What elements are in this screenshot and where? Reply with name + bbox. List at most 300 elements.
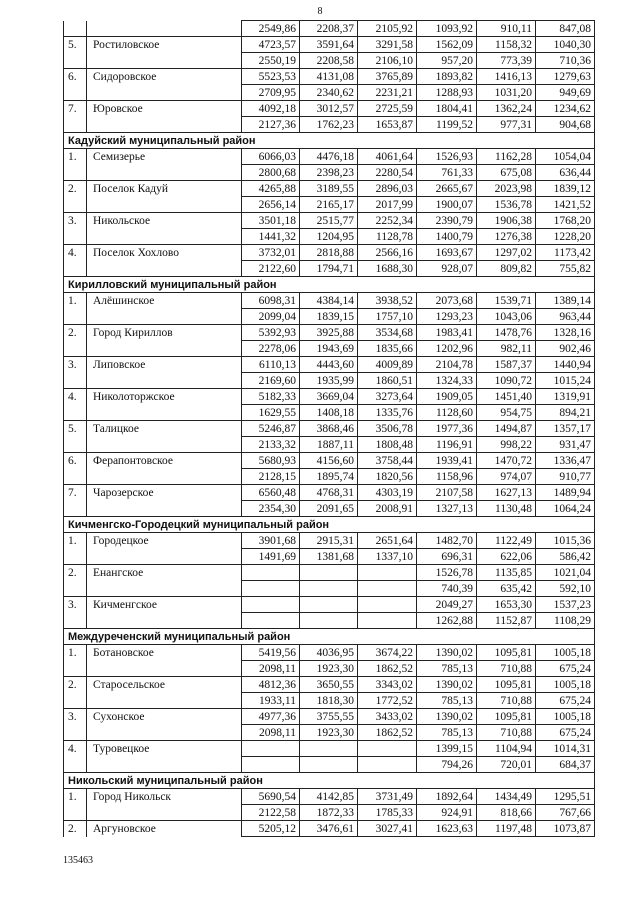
- value-cell: 3938,52: [358, 293, 417, 309]
- settlement-name-cell: Ботановское: [87, 645, 242, 661]
- value-cell: 910,11: [477, 21, 536, 37]
- district-name: Кадуйский муниципальный район: [64, 133, 595, 149]
- row-number-cell: [64, 581, 87, 597]
- value-cell: 1923,30: [300, 661, 358, 677]
- table-row: [64, 21, 595, 37]
- value-cell: 1293,23: [417, 309, 477, 325]
- row-number-cell: 2.: [64, 821, 87, 837]
- table-row: [64, 309, 595, 325]
- value-cell: 1482,70: [417, 533, 477, 549]
- value-cell: 2128,15: [242, 469, 300, 485]
- value-cell: 1162,28: [477, 149, 536, 165]
- value-cell: 928,07: [417, 261, 477, 277]
- table-row: [64, 821, 595, 837]
- district-name: Кичменгско-Городецкий муниципальный район: [64, 517, 595, 533]
- district-header-row: [64, 773, 595, 789]
- value-cell: 4476,18: [300, 149, 358, 165]
- value-cell: [358, 741, 417, 757]
- row-number-cell: 3.: [64, 357, 87, 373]
- value-cell: [242, 757, 300, 773]
- value-cell: 1234,62: [536, 101, 595, 117]
- value-cell: [242, 565, 300, 581]
- table-row: [64, 757, 595, 773]
- table-row: [64, 85, 595, 101]
- settlement-name-cell: [87, 85, 242, 101]
- settlement-name-cell: Поселок Хохлово: [87, 245, 242, 261]
- value-cell: 1900,07: [417, 197, 477, 213]
- table-row: [64, 165, 595, 181]
- value-cell: 3901,68: [242, 533, 300, 549]
- settlement-name-cell: [87, 21, 242, 37]
- value-cell: 4977,36: [242, 709, 300, 725]
- value-cell: 1537,23: [536, 597, 595, 613]
- row-number-cell: [64, 501, 87, 517]
- row-number-cell: 5.: [64, 421, 87, 437]
- value-cell: 675,08: [477, 165, 536, 181]
- value-cell: 1288,93: [417, 85, 477, 101]
- tariff-table-sheet: [63, 20, 595, 837]
- value-cell: 3591,64: [300, 37, 358, 53]
- row-number-cell: [64, 373, 87, 389]
- row-number-cell: 1.: [64, 293, 87, 309]
- value-cell: 3731,49: [358, 789, 417, 805]
- value-cell: 1015,36: [536, 533, 595, 549]
- value-cell: 2252,34: [358, 213, 417, 229]
- settlement-name-cell: [87, 261, 242, 277]
- row-number-cell: 2.: [64, 677, 87, 693]
- value-cell: 785,13: [417, 693, 477, 709]
- value-cell: 1128,60: [417, 405, 477, 421]
- table-row: [64, 533, 595, 549]
- value-cell: 5419,56: [242, 645, 300, 661]
- value-cell: 902,46: [536, 341, 595, 357]
- table-row: [64, 453, 595, 469]
- row-number-cell: 3.: [64, 597, 87, 613]
- row-number-cell: [64, 693, 87, 709]
- row-number-cell: 4.: [64, 245, 87, 261]
- value-cell: 1095,81: [477, 645, 536, 661]
- value-cell: 3868,46: [300, 421, 358, 437]
- settlement-name-cell: Чарозерское: [87, 485, 242, 501]
- settlement-name-cell: Поселок Кадуй: [87, 181, 242, 197]
- value-cell: 1768,20: [536, 213, 595, 229]
- value-cell: 5182,33: [242, 389, 300, 405]
- value-cell: 1440,94: [536, 357, 595, 373]
- value-cell: 1031,20: [477, 85, 536, 101]
- value-cell: 1005,18: [536, 709, 595, 725]
- row-number-cell: [64, 117, 87, 133]
- value-cell: 2165,17: [300, 197, 358, 213]
- settlement-name-cell: Талицкое: [87, 421, 242, 437]
- settlement-name-cell: Сидоровское: [87, 69, 242, 85]
- value-cell: 3501,18: [242, 213, 300, 229]
- value-cell: 1762,23: [300, 117, 358, 133]
- value-cell: 1064,24: [536, 501, 595, 517]
- row-number-cell: [64, 757, 87, 773]
- value-cell: 1158,32: [477, 37, 536, 53]
- value-cell: 3433,02: [358, 709, 417, 725]
- value-cell: 4131,08: [300, 69, 358, 85]
- settlement-name-cell: [87, 229, 242, 245]
- value-cell: [358, 597, 417, 613]
- value-cell: [242, 581, 300, 597]
- district-header-row: [64, 133, 595, 149]
- district-header-row: [64, 629, 595, 645]
- row-number-cell: [64, 549, 87, 565]
- value-cell: 1772,52: [358, 693, 417, 709]
- value-cell: 1808,48: [358, 437, 417, 453]
- value-cell: 949,69: [536, 85, 595, 101]
- table-row: [64, 293, 595, 309]
- value-cell: 2169,60: [242, 373, 300, 389]
- value-cell: 4156,60: [300, 453, 358, 469]
- value-cell: 2106,10: [358, 53, 417, 69]
- value-cell: 1627,13: [477, 485, 536, 501]
- table-row: [64, 245, 595, 261]
- value-cell: 1794,71: [300, 261, 358, 277]
- value-cell: 2278,06: [242, 341, 300, 357]
- value-cell: 1562,09: [417, 37, 477, 53]
- table-row: [64, 597, 595, 613]
- value-cell: 3758,44: [358, 453, 417, 469]
- value-cell: 2549,86: [242, 21, 300, 37]
- table-row: [64, 741, 595, 757]
- value-cell: 1054,04: [536, 149, 595, 165]
- value-cell: 1390,02: [417, 677, 477, 693]
- value-cell: 1135,85: [477, 565, 536, 581]
- value-cell: 2208,58: [300, 53, 358, 69]
- settlement-name-cell: [87, 405, 242, 421]
- value-cell: 1196,91: [417, 437, 477, 453]
- settlement-name-cell: [87, 661, 242, 677]
- value-cell: 2091,65: [300, 501, 358, 517]
- value-cell: 755,82: [536, 261, 595, 277]
- row-number-cell: [64, 197, 87, 213]
- value-cell: 1197,48: [477, 821, 536, 837]
- table-row: [64, 709, 595, 725]
- value-cell: 1297,02: [477, 245, 536, 261]
- value-cell: 3343,02: [358, 677, 417, 693]
- value-cell: 1933,11: [242, 693, 300, 709]
- value-cell: 794,26: [417, 757, 477, 773]
- table-row: [64, 357, 595, 373]
- value-cell: 931,47: [536, 437, 595, 453]
- value-cell: 2127,36: [242, 117, 300, 133]
- table-row: [64, 581, 595, 597]
- district-header-row: [64, 277, 595, 293]
- row-number-cell: [64, 725, 87, 741]
- value-cell: 1923,30: [300, 725, 358, 741]
- value-cell: 1228,20: [536, 229, 595, 245]
- value-cell: 2550,19: [242, 53, 300, 69]
- value-cell: 1362,24: [477, 101, 536, 117]
- settlement-name-cell: Алёшинское: [87, 293, 242, 309]
- value-cell: 1839,12: [536, 181, 595, 197]
- settlement-name-cell: Туровецкое: [87, 741, 242, 757]
- value-cell: 1470,72: [477, 453, 536, 469]
- value-cell: 3669,04: [300, 389, 358, 405]
- value-cell: 785,13: [417, 661, 477, 677]
- value-cell: 1629,55: [242, 405, 300, 421]
- value-cell: 1804,41: [417, 101, 477, 117]
- value-cell: 1108,29: [536, 613, 595, 629]
- settlement-name-cell: [87, 549, 242, 565]
- table-tail: [64, 821, 595, 837]
- value-cell: 2665,67: [417, 181, 477, 197]
- value-cell: 1295,51: [536, 789, 595, 805]
- value-cell: 3012,57: [300, 101, 358, 117]
- value-cell: 2023,98: [477, 181, 536, 197]
- table-row: [64, 69, 595, 85]
- table-row: [64, 101, 595, 117]
- row-number-cell: [64, 341, 87, 357]
- value-cell: [358, 757, 417, 773]
- table-row: [64, 485, 595, 501]
- value-cell: 1389,14: [536, 293, 595, 309]
- value-cell: 1015,24: [536, 373, 595, 389]
- value-cell: 1860,51: [358, 373, 417, 389]
- value-cell: 3506,78: [358, 421, 417, 437]
- value-cell: 3291,58: [358, 37, 417, 53]
- row-number-cell: [64, 437, 87, 453]
- value-cell: 675,24: [536, 725, 595, 741]
- value-cell: 1536,78: [477, 197, 536, 213]
- value-cell: [300, 597, 358, 613]
- table-row: [64, 613, 595, 629]
- row-number-cell: [64, 661, 87, 677]
- value-cell: 809,82: [477, 261, 536, 277]
- settlement-name-cell: [87, 341, 242, 357]
- value-cell: 1693,67: [417, 245, 477, 261]
- row-number-cell: [64, 613, 87, 629]
- value-cell: 1526,78: [417, 565, 477, 581]
- value-cell: 1005,18: [536, 645, 595, 661]
- table-row: [64, 117, 595, 133]
- value-cell: 957,20: [417, 53, 477, 69]
- value-cell: 3534,68: [358, 325, 417, 341]
- table-row: [64, 405, 595, 421]
- value-cell: 1491,69: [242, 549, 300, 565]
- value-cell: 4812,36: [242, 677, 300, 693]
- value-cell: 1623,63: [417, 821, 477, 837]
- value-cell: 592,10: [536, 581, 595, 597]
- settlement-name-cell: [87, 581, 242, 597]
- value-cell: 740,39: [417, 581, 477, 597]
- row-number-cell: 1.: [64, 789, 87, 805]
- table-row: [64, 341, 595, 357]
- row-number-cell: 7.: [64, 485, 87, 501]
- value-cell: 1381,68: [300, 549, 358, 565]
- value-cell: 3027,41: [358, 821, 417, 837]
- value-cell: 6110,13: [242, 357, 300, 373]
- row-number-cell: 2.: [64, 325, 87, 341]
- value-cell: 2049,27: [417, 597, 477, 613]
- settlement-name-cell: Городецкое: [87, 533, 242, 549]
- value-cell: 2098,11: [242, 725, 300, 741]
- value-cell: 710,36: [536, 53, 595, 69]
- settlement-name-cell: Кичменгское: [87, 597, 242, 613]
- value-cell: 1357,17: [536, 421, 595, 437]
- value-cell: 1279,63: [536, 69, 595, 85]
- row-number-cell: 4.: [64, 741, 87, 757]
- value-cell: 1337,10: [358, 549, 417, 565]
- table-row: [64, 325, 595, 341]
- value-cell: 1128,78: [358, 229, 417, 245]
- value-cell: 1441,32: [242, 229, 300, 245]
- value-cell: 1262,88: [417, 613, 477, 629]
- value-cell: 3925,88: [300, 325, 358, 341]
- value-cell: 1327,13: [417, 501, 477, 517]
- value-cell: [300, 741, 358, 757]
- row-number-cell: [64, 53, 87, 69]
- value-cell: 2818,88: [300, 245, 358, 261]
- row-number-cell: 6.: [64, 69, 87, 85]
- row-number-cell: 3.: [64, 213, 87, 229]
- table-row: [64, 197, 595, 213]
- value-cell: 1408,18: [300, 405, 358, 421]
- value-cell: 1276,38: [477, 229, 536, 245]
- value-cell: 4723,57: [242, 37, 300, 53]
- value-cell: 1906,38: [477, 213, 536, 229]
- value-cell: 2651,64: [358, 533, 417, 549]
- document-code: 135463: [63, 855, 93, 866]
- value-cell: 954,75: [477, 405, 536, 421]
- value-cell: 1104,94: [477, 741, 536, 757]
- value-cell: 1095,81: [477, 709, 536, 725]
- value-cell: [242, 597, 300, 613]
- value-cell: 4443,60: [300, 357, 358, 373]
- value-cell: 3732,01: [242, 245, 300, 261]
- table-body: [64, 21, 595, 821]
- table-row: [64, 693, 595, 709]
- row-number-cell: 4.: [64, 389, 87, 405]
- value-cell: 1983,41: [417, 325, 477, 341]
- value-cell: 1073,87: [536, 821, 595, 837]
- value-cell: 720,01: [477, 757, 536, 773]
- value-cell: 3765,89: [358, 69, 417, 85]
- table-row: [64, 565, 595, 581]
- value-cell: 1935,99: [300, 373, 358, 389]
- row-number-cell: 7.: [64, 101, 87, 117]
- value-cell: 1434,49: [477, 789, 536, 805]
- value-cell: 1090,72: [477, 373, 536, 389]
- row-number-cell: [64, 165, 87, 181]
- table-row: [64, 661, 595, 677]
- table-row: [64, 261, 595, 277]
- value-cell: 773,39: [477, 53, 536, 69]
- value-cell: 4265,88: [242, 181, 300, 197]
- value-cell: 1893,82: [417, 69, 477, 85]
- value-cell: 5205,12: [242, 821, 300, 837]
- value-cell: 1014,31: [536, 741, 595, 757]
- value-cell: 982,11: [477, 341, 536, 357]
- value-cell: 2896,03: [358, 181, 417, 197]
- table-row: [64, 469, 595, 485]
- value-cell: 2390,79: [417, 213, 477, 229]
- value-cell: 767,66: [536, 805, 595, 821]
- row-number-cell: [64, 85, 87, 101]
- value-cell: 710,88: [477, 661, 536, 677]
- value-cell: 924,91: [417, 805, 477, 821]
- table-row: [64, 501, 595, 517]
- value-cell: 1152,87: [477, 613, 536, 629]
- settlement-name-cell: [87, 693, 242, 709]
- settlement-name-cell: Город Кириллов: [87, 325, 242, 341]
- value-cell: 1977,36: [417, 421, 477, 437]
- value-cell: 1909,05: [417, 389, 477, 405]
- settlement-name-cell: [87, 613, 242, 629]
- value-cell: 1539,71: [477, 293, 536, 309]
- settlement-name-cell: Енангское: [87, 565, 242, 581]
- value-cell: 4009,89: [358, 357, 417, 373]
- value-cell: 710,88: [477, 693, 536, 709]
- settlement-name-cell: [87, 117, 242, 133]
- value-cell: 1199,52: [417, 117, 477, 133]
- row-number-cell: [64, 261, 87, 277]
- row-number-cell: 2.: [64, 565, 87, 581]
- value-cell: 2800,68: [242, 165, 300, 181]
- value-cell: 4092,18: [242, 101, 300, 117]
- value-cell: 4142,85: [300, 789, 358, 805]
- value-cell: [358, 565, 417, 581]
- row-number-cell: 5.: [64, 37, 87, 53]
- value-cell: 1204,95: [300, 229, 358, 245]
- value-cell: 1653,30: [477, 597, 536, 613]
- value-cell: 3189,55: [300, 181, 358, 197]
- table-row: [64, 53, 595, 69]
- value-cell: 586,42: [536, 549, 595, 565]
- value-cell: 2104,78: [417, 357, 477, 373]
- value-cell: 904,68: [536, 117, 595, 133]
- value-cell: 1324,33: [417, 373, 477, 389]
- value-cell: 2280,54: [358, 165, 417, 181]
- table-row: [64, 437, 595, 453]
- settlement-name-cell: Аргуновское: [87, 821, 242, 837]
- value-cell: 974,07: [477, 469, 536, 485]
- value-cell: [300, 757, 358, 773]
- value-cell: 4061,64: [358, 149, 417, 165]
- table-row: [64, 421, 595, 437]
- row-number-cell: 3.: [64, 709, 87, 725]
- value-cell: 963,44: [536, 309, 595, 325]
- value-cell: 1785,33: [358, 805, 417, 821]
- value-cell: 2122,60: [242, 261, 300, 277]
- value-cell: 1688,30: [358, 261, 417, 277]
- value-cell: 710,88: [477, 725, 536, 741]
- value-cell: 1040,30: [536, 37, 595, 53]
- value-cell: 696,31: [417, 549, 477, 565]
- row-number-cell: [64, 405, 87, 421]
- value-cell: 2566,16: [358, 245, 417, 261]
- value-cell: 684,37: [536, 757, 595, 773]
- value-cell: 2122,58: [242, 805, 300, 821]
- settlement-name-cell: Никольское: [87, 213, 242, 229]
- value-cell: 1478,76: [477, 325, 536, 341]
- table-row: [64, 677, 595, 693]
- settlement-name-cell: [87, 309, 242, 325]
- value-cell: 1158,96: [417, 469, 477, 485]
- table-row: [64, 805, 595, 821]
- value-cell: 1887,11: [300, 437, 358, 453]
- value-cell: 5680,93: [242, 453, 300, 469]
- settlement-name-cell: [87, 725, 242, 741]
- value-cell: 1095,81: [477, 677, 536, 693]
- district-header-row: [64, 517, 595, 533]
- settlement-name-cell: Старосельское: [87, 677, 242, 693]
- value-cell: 1005,18: [536, 677, 595, 693]
- value-cell: 2008,91: [358, 501, 417, 517]
- value-cell: 2725,59: [358, 101, 417, 117]
